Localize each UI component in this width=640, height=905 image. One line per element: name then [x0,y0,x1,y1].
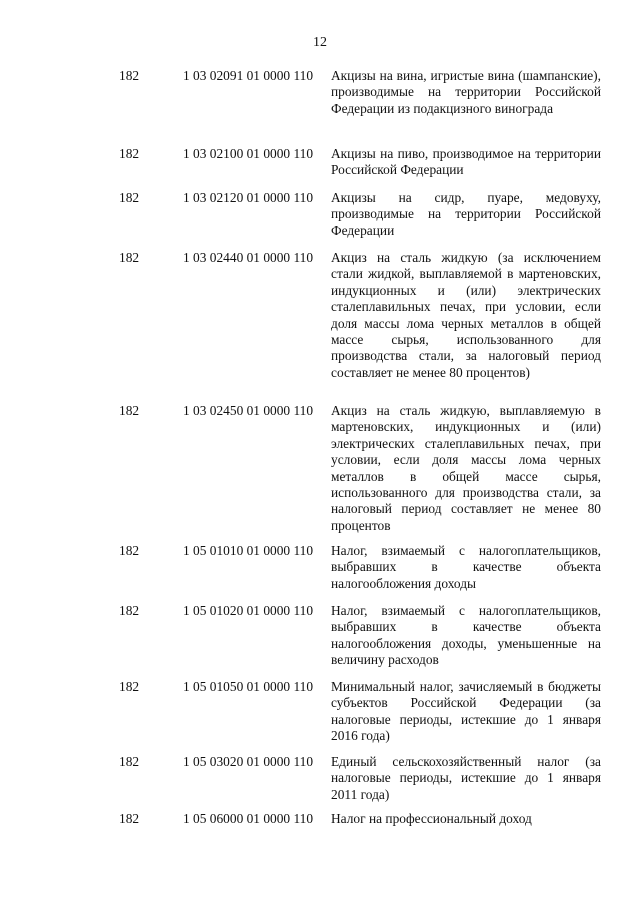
administrator-code: 182 [119,403,140,418]
administrator-code: 182 [119,543,140,558]
administrator-code: 182 [119,679,140,694]
income-name: Налог, взимаемый с налогоплательщиков, выбравших в качестве объекта налогообложения доходы, уменьшенные на величину расходов [331,603,601,668]
administrator-code: 182 [119,811,140,826]
income-name: Налог на профессиональный доход [331,811,532,826]
income-name: Акцизы на пиво, производимое на территории Российской Федерации [331,146,601,178]
budget-classification-code: 1 03 02091 01 0000 110 [183,68,314,83]
budget-classification-code: 1 05 03020 01 0000 110 [183,754,314,769]
income-name: Акциз на сталь жидкую, выплавляемую в мартеновских, индукционных и (или) электрических сталеплавильных печах, при условии, если доля массы лома черных металлов в общей массе сырья, использованного для производства стали, за налоговый период составляет не менее 80 процентов [331,403,601,533]
income-name: Акциз на сталь жидкую (за исключением стали жидкой, выплавляемой в мартеновских, индукционных и (или) электрических сталеплавильных печах, при условии, если доля массы лома черных металлов в общей массе сырья, использованного для производства стали, за налоговый период составляет не менее 80 процентов) [331,250,601,380]
budget-classification-code: 1 05 01050 01 0000 110 [183,679,314,694]
income-name: Единый сельскохозяйственный налог (за налоговые периоды, истекшие до 1 января 2011 года) [331,754,601,802]
administrator-code: 182 [119,68,140,83]
income-name: Акцизы на вина, игристые вина (шампанские), производимые на территории Российской Федерации из подакцизного винограда [331,68,601,116]
budget-classification-code: 1 03 02440 01 0000 110 [183,250,314,265]
administrator-code: 182 [119,250,140,265]
income-name: Минимальный налог, зачисляемый в бюджеты субъектов Российской Федерации (за налоговые периоды, истекшие до 1 января 2016 года) [331,679,601,744]
budget-classification-code: 1 05 01010 01 0000 110 [183,543,314,558]
budget-classification-code: 1 03 02100 01 0000 110 [183,146,314,161]
page-number: 12 [313,35,327,50]
administrator-code: 182 [119,754,140,769]
budget-classification-code: 1 05 06000 01 0000 110 [183,811,314,826]
administrator-code: 182 [119,190,140,205]
income-name: Налог, взимаемый с налогоплательщиков, выбравших в качестве объекта налогообложения доходы [331,543,601,591]
income-name: Акцизы на сидр, пуаре, медовуху, производимые на территории Российской Федерации [331,190,601,238]
budget-classification-code: 1 03 02120 01 0000 110 [183,190,314,205]
budget-classification-code: 1 03 02450 01 0000 110 [183,403,314,418]
budget-classification-code: 1 05 01020 01 0000 110 [183,603,314,618]
administrator-code: 182 [119,146,140,161]
administrator-code: 182 [119,603,140,618]
